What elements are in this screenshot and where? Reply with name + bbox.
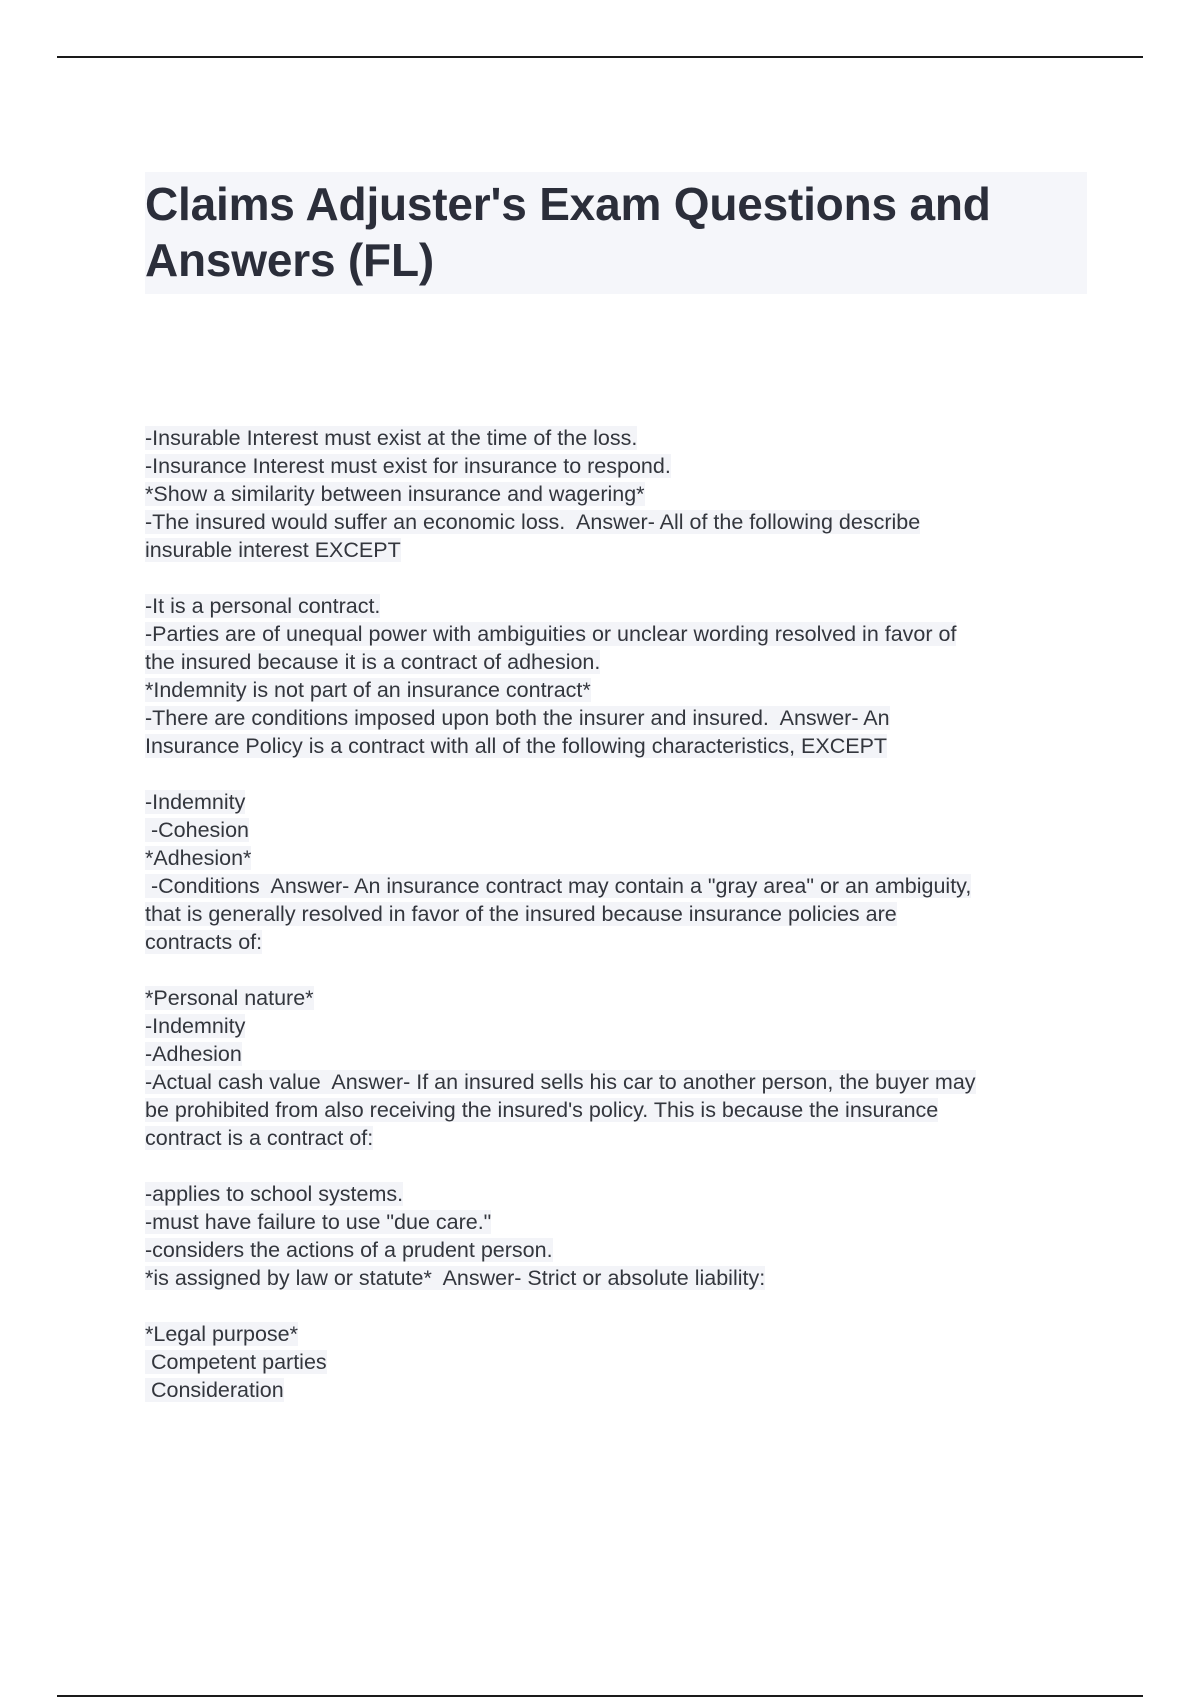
text-line: be prohibited from also receiving the insured's policy. This is because the insurance	[145, 1098, 939, 1122]
qa-block-4	[145, 984, 1095, 1152]
text-line: Insurance Policy is a contract with all of the following characteristics, EXCEPT	[145, 734, 888, 758]
text-line: *is assigned by law or statute* Answer- Strict or absolute liability:	[145, 1266, 766, 1290]
qa-block-2	[145, 592, 1095, 760]
text-line: -Parties are of unequal power with ambiguities or unclear wording resolved in favor of	[145, 622, 957, 646]
bottom-rule	[57, 1695, 1143, 1697]
text-line: Consideration	[145, 1378, 284, 1402]
qa-block-5	[145, 1180, 1095, 1292]
top-rule	[57, 56, 1143, 58]
text-line: that is generally resolved in favor of the insured because insurance policies are	[145, 902, 897, 926]
text-line: -Adhesion	[145, 1042, 242, 1066]
text-line: -Indemnity	[145, 1014, 246, 1038]
document-title	[145, 176, 1087, 288]
text-line: -Conditions Answer- An insurance contract may contain a "gray area" or an ambiguity,	[145, 874, 972, 898]
text-line: *Legal purpose*	[145, 1322, 299, 1346]
qa-block-3	[145, 788, 1095, 956]
text-line: *Indemnity is not part of an insurance contract*	[145, 678, 591, 702]
text-line: -Indemnity	[145, 790, 246, 814]
text-line: Competent parties	[145, 1350, 327, 1374]
document-body	[145, 424, 1095, 1432]
text-line: insurable interest EXCEPT	[145, 538, 401, 562]
text-line: -The insured would suffer an economic loss. Answer- All of the following describe	[145, 510, 921, 534]
title-line-1: Claims Adjuster's Exam Questions and	[145, 178, 991, 230]
text-line: contracts of:	[145, 930, 263, 954]
text-line: -Insurance Interest must exist for insurance to respond.	[145, 454, 671, 478]
text-line: -applies to school systems.	[145, 1182, 404, 1206]
title-block	[145, 172, 1087, 294]
title-line-2: Answers (FL)	[145, 234, 434, 286]
qa-block-1	[145, 424, 1095, 564]
text-line: *Show a similarity between insurance and wagering*	[145, 482, 645, 506]
text-line: -There are conditions imposed upon both the insurer and insured. Answer- An	[145, 706, 890, 730]
qa-block-6	[145, 1320, 1095, 1404]
text-line: -Actual cash value Answer- If an insured sells his car to another person, the buyer may	[145, 1070, 976, 1094]
text-line: -Cohesion	[145, 818, 249, 842]
text-line: *Personal nature*	[145, 986, 314, 1010]
text-line: contract is a contract of:	[145, 1126, 374, 1150]
text-line: *Adhesion*	[145, 846, 252, 870]
text-line: -Insurable Interest must exist at the time of the loss.	[145, 426, 638, 450]
text-line: -must have failure to use "due care."	[145, 1210, 492, 1234]
text-line: -considers the actions of a prudent person.	[145, 1238, 553, 1262]
text-line: -It is a personal contract.	[145, 594, 381, 618]
text-line: the insured because it is a contract of adhesion.	[145, 650, 601, 674]
